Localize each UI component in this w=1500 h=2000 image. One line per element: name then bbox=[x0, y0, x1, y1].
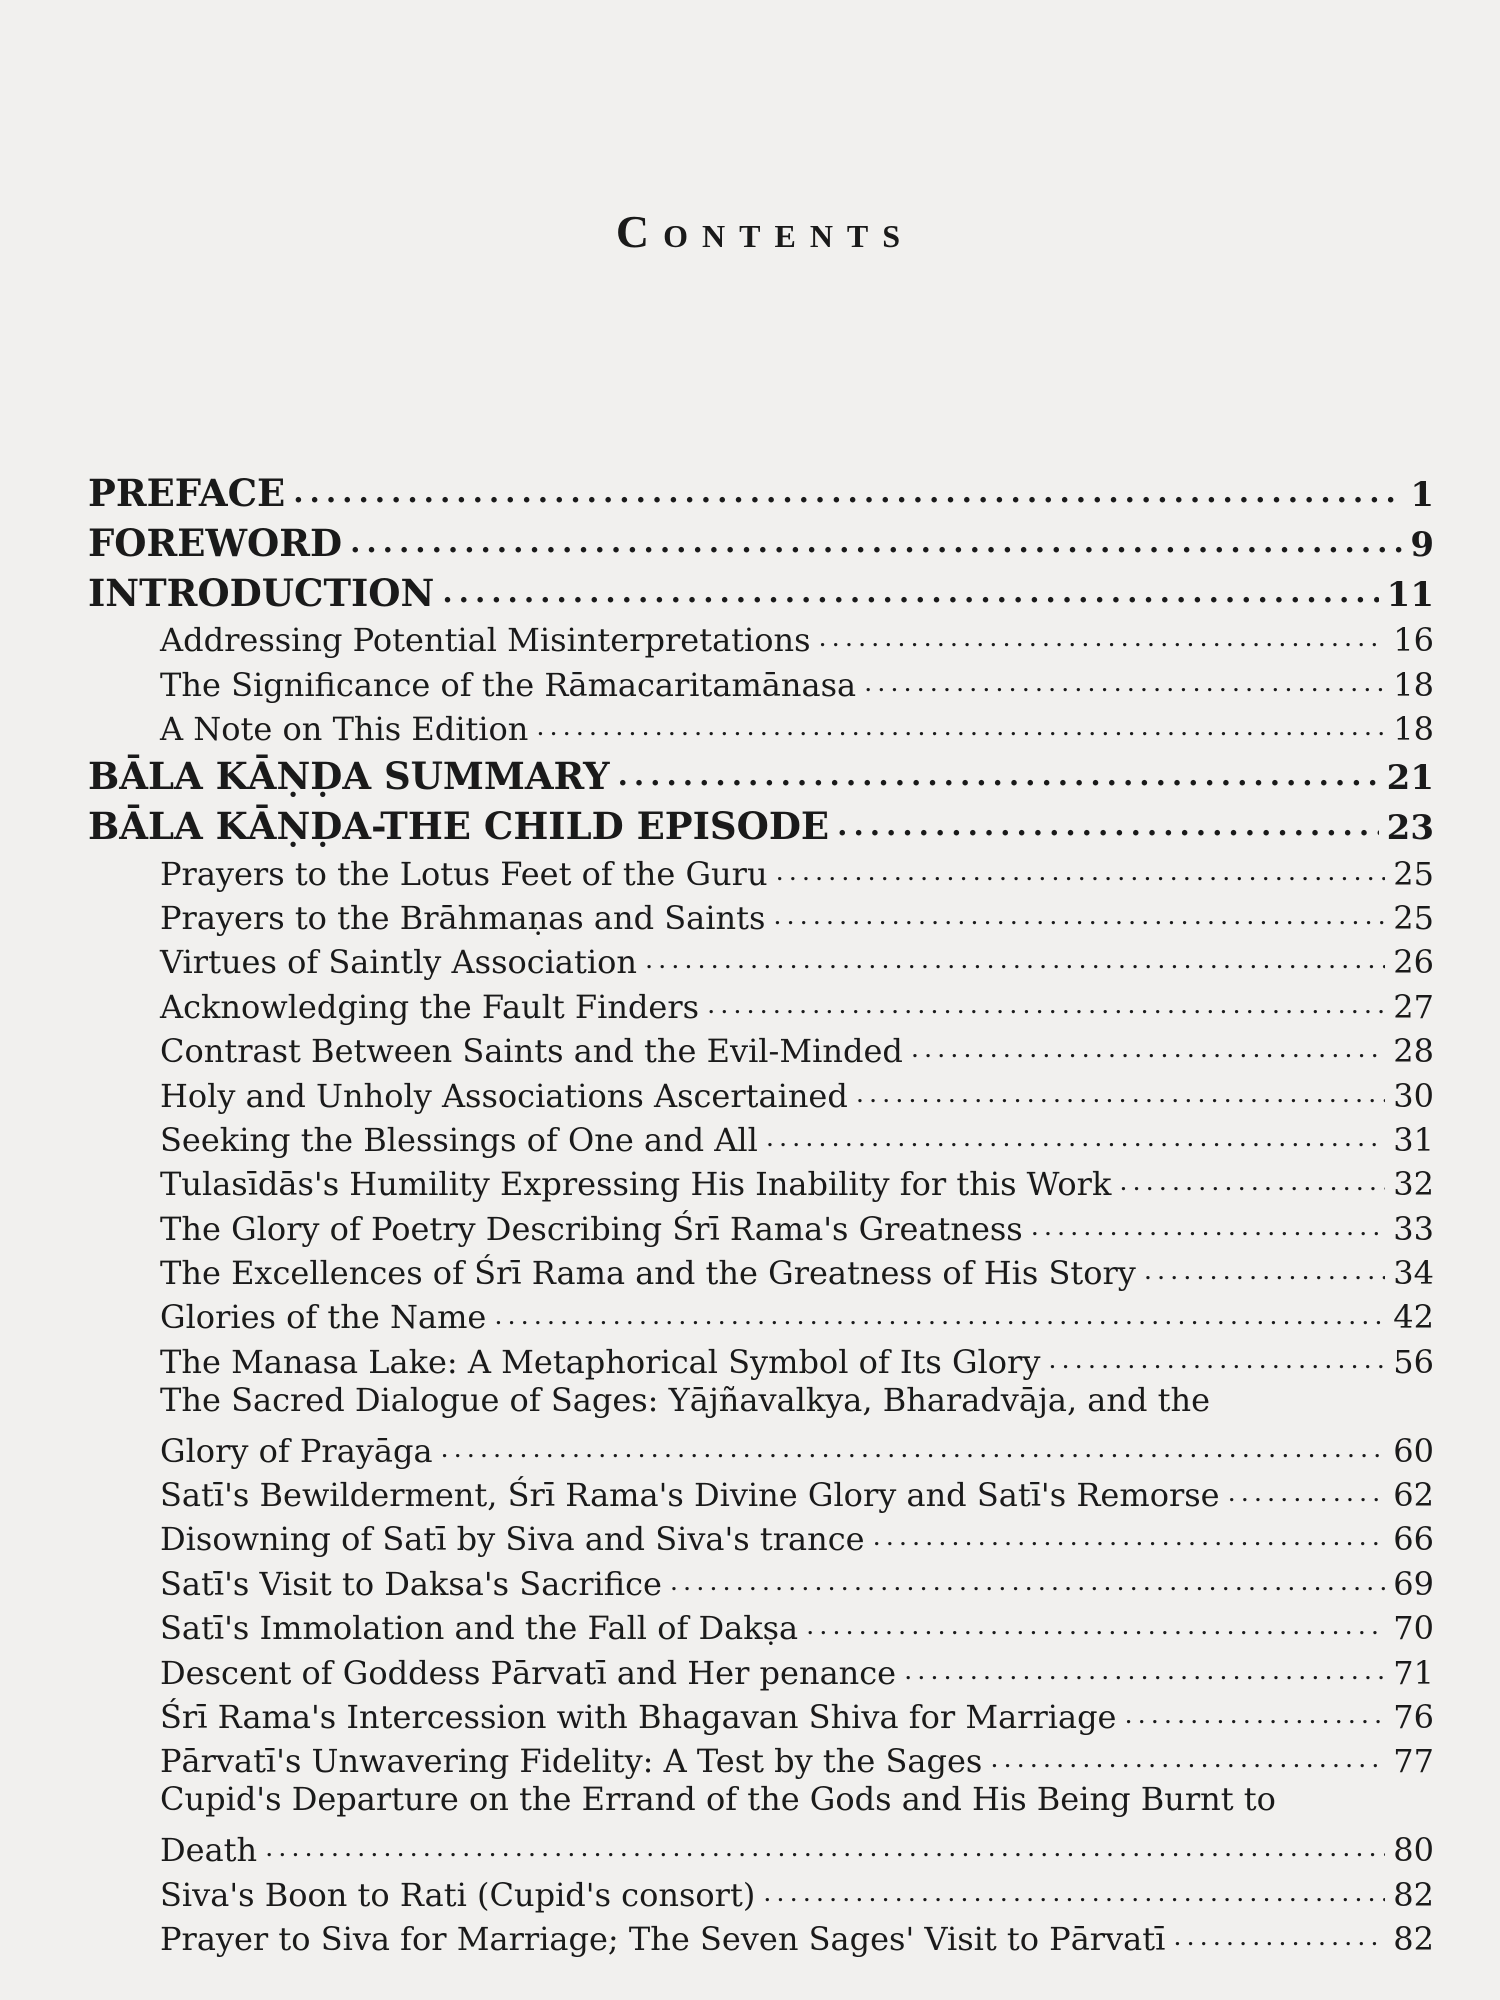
toc-entry-page: 25 bbox=[1393, 854, 1434, 893]
toc-entry-page: 21 bbox=[1386, 758, 1434, 799]
toc-entry-title: The Significance of the Rāmacaritamānasa bbox=[160, 665, 857, 704]
toc-entry[interactable] bbox=[88, 1470, 1434, 1514]
toc-entry-page: 25 bbox=[1393, 898, 1434, 937]
toc-entry[interactable] bbox=[88, 1692, 1434, 1736]
toc-entry-page: 28 bbox=[1393, 1032, 1434, 1071]
toc-entry[interactable] bbox=[88, 1026, 1434, 1070]
leader-dots bbox=[904, 1651, 1385, 1692]
toc-entry-title: Tulasīdās's Humility Expressing His Inability for this Work bbox=[160, 1165, 1112, 1204]
leader-dots bbox=[766, 1118, 1385, 1159]
toc-entry-page: 69 bbox=[1393, 1564, 1434, 1603]
leader-dots bbox=[536, 707, 1385, 748]
leader-dots bbox=[1031, 1207, 1386, 1248]
toc-entry[interactable] bbox=[88, 1825, 1434, 1869]
toc-entry-page: 34 bbox=[1393, 1254, 1434, 1293]
toc-entry-page: 9 bbox=[1410, 525, 1434, 565]
toc-entry-title: Holy and Unholy Associations Ascertained bbox=[160, 1076, 848, 1115]
toc-entry-title: Satī's Bewilderment, Śrī Rama's Divine Glory and Satī's Remorse bbox=[160, 1476, 1220, 1515]
toc-entry[interactable] bbox=[88, 1336, 1434, 1380]
toc-entry-page: 33 bbox=[1393, 1209, 1434, 1248]
leader-dots bbox=[442, 568, 1378, 615]
toc-entry-title: BĀLA KĀṆḌA SUMMARY bbox=[88, 754, 610, 799]
toc-entry[interactable] bbox=[88, 798, 1434, 848]
toc-entry-title: Contrast Between Saints and the Evil-Minded bbox=[160, 1032, 903, 1071]
toc-entry-title: Addressing Potential Misinterpretations bbox=[160, 621, 811, 660]
leader-dots bbox=[1119, 1162, 1385, 1203]
toc-entry-title: Siva's Boon to Rati (Cupid's consort) bbox=[160, 1875, 756, 1914]
toc-entry-page: 30 bbox=[1393, 1076, 1434, 1115]
toc-entry-page: 27 bbox=[1393, 987, 1434, 1026]
toc-entry-title: Pārvatī's Unwavering Fidelity: A Test by the Sages bbox=[160, 1742, 983, 1781]
leader-dots bbox=[837, 801, 1379, 848]
toc-entry-page: 76 bbox=[1393, 1697, 1434, 1736]
toc-entry-title: Prayer to Siva for Marriage; The Seven Sages' Visit to Pārvatī bbox=[160, 1919, 1166, 1958]
leader-dots bbox=[819, 618, 1386, 659]
toc-entry-page: 32 bbox=[1393, 1165, 1434, 1204]
toc-entry[interactable] bbox=[88, 704, 1434, 748]
toc-entry-page: 80 bbox=[1393, 1831, 1434, 1870]
leader-dots bbox=[707, 985, 1385, 1026]
toc-entry-title: Śrī Rama's Intercession with Bhagavan Shiva for Marriage bbox=[160, 1697, 1117, 1736]
toc-entry[interactable] bbox=[88, 565, 1434, 615]
toc-entry-title: Virtues of Saintly Association bbox=[160, 943, 637, 982]
leader-dots bbox=[1124, 1695, 1385, 1736]
toc-entry[interactable] bbox=[88, 1248, 1434, 1292]
leader-dots bbox=[494, 1296, 1385, 1337]
toc-entry[interactable] bbox=[88, 1603, 1434, 1647]
toc-entry-page: 77 bbox=[1393, 1742, 1434, 1781]
toc-entry[interactable] bbox=[88, 615, 1434, 659]
toc-entry-title: Seeking the Blessings of One and All bbox=[160, 1120, 758, 1159]
toc-entry[interactable] bbox=[88, 1869, 1434, 1913]
toc-entry-page: 60 bbox=[1393, 1431, 1434, 1470]
toc-entry-title: Satī's Visit to Daksa's Sacrifice bbox=[160, 1564, 662, 1603]
toc-entry[interactable] bbox=[88, 515, 1434, 565]
toc-entry-page: 1 bbox=[1410, 475, 1434, 515]
toc-entry[interactable] bbox=[88, 1159, 1434, 1203]
leader-dots bbox=[856, 1074, 1385, 1115]
toc-entry-page: 82 bbox=[1393, 1919, 1434, 1958]
leader-dots bbox=[773, 896, 1385, 937]
toc-entry-title: FOREWORD bbox=[88, 521, 343, 565]
toc-entry-title: Disowning of Satī by Siva and Siva's trance bbox=[160, 1520, 865, 1559]
leader-dots bbox=[670, 1562, 1385, 1603]
leader-dots bbox=[350, 518, 1402, 565]
toc-entry-title: Prayers to the Brāhmaṇas and Saints bbox=[160, 898, 766, 937]
toc-entry[interactable] bbox=[88, 937, 1434, 981]
toc-entry-title: Glory of Prayāga bbox=[160, 1431, 433, 1470]
leader-dots bbox=[763, 1873, 1385, 1914]
toc-entry-page: 70 bbox=[1393, 1609, 1434, 1648]
leader-dots bbox=[806, 1606, 1385, 1647]
toc-entry-page: 26 bbox=[1393, 943, 1434, 982]
leader-dots bbox=[1228, 1473, 1386, 1514]
leader-dots bbox=[776, 852, 1386, 893]
toc-entry[interactable] bbox=[88, 1115, 1434, 1159]
toc-entry-page: 18 bbox=[1393, 665, 1434, 704]
toc-entry[interactable] bbox=[88, 981, 1434, 1025]
toc-entry[interactable] bbox=[88, 1203, 1434, 1247]
toc-entry-title: Satī's Immolation and the Fall of Dakṣa bbox=[160, 1609, 799, 1648]
toc-entry[interactable] bbox=[88, 659, 1434, 703]
toc-entry-title: INTRODUCTION bbox=[88, 571, 435, 615]
toc-entry[interactable] bbox=[88, 1914, 1434, 1958]
leader-dots bbox=[1048, 1340, 1385, 1381]
leader-dots bbox=[618, 751, 1379, 798]
toc-entry-title: Glories of the Name bbox=[160, 1298, 487, 1337]
toc-entry[interactable] bbox=[88, 1558, 1434, 1602]
toc-entry-title: The Excellences of Śrī Rama and the Greatness of His Story bbox=[160, 1254, 1136, 1293]
toc-entry[interactable] bbox=[88, 748, 1434, 798]
toc-entry-title: PREFACE bbox=[88, 471, 286, 515]
leader-dots bbox=[873, 1517, 1386, 1558]
toc-entry[interactable] bbox=[88, 1647, 1434, 1691]
toc-entry[interactable] bbox=[88, 1514, 1434, 1558]
toc-entry-page: 11 bbox=[1386, 575, 1434, 615]
toc-entry-title: BĀLA KĀṆḌA-THE CHILD EPISODE bbox=[88, 804, 830, 849]
leader-dots bbox=[265, 1828, 1385, 1869]
toc-entry-page: 66 bbox=[1393, 1520, 1434, 1559]
toc-entry[interactable] bbox=[88, 1736, 1434, 1780]
toc-entry-page: 31 bbox=[1393, 1120, 1434, 1159]
toc-entry[interactable] bbox=[88, 893, 1434, 937]
page-title: Contents bbox=[615, 206, 915, 257]
toc-entry-page: 82 bbox=[1393, 1875, 1434, 1914]
toc-entry-page: 18 bbox=[1393, 710, 1434, 749]
toc-entry-title: Prayers to the Lotus Feet of the Guru bbox=[160, 854, 768, 893]
toc-entry-title: Descent of Goddess Pārvatī and Her penance bbox=[160, 1653, 897, 1692]
toc-entry-title-line1[interactable]: The Sacred Dialogue of Sages: Yājñavalkya, Bharadvāja, and the bbox=[160, 1380, 1211, 1419]
toc-entry-title: Death bbox=[160, 1831, 258, 1870]
toc-entry[interactable] bbox=[88, 1425, 1434, 1469]
toc-entry[interactable] bbox=[88, 1292, 1434, 1336]
toc-entry[interactable] bbox=[88, 1070, 1434, 1114]
toc-entry-title: The Glory of Poetry Describing Śrī Rama's Greatness bbox=[160, 1209, 1023, 1248]
leader-dots bbox=[1144, 1251, 1385, 1292]
leader-dots bbox=[645, 940, 1385, 981]
toc-entry-title-line1[interactable]: Cupid's Departure on the Errand of the Gods and His Being Burnt to bbox=[160, 1780, 1276, 1819]
toc-entry-page: 23 bbox=[1386, 808, 1434, 849]
toc-entry-page: 71 bbox=[1393, 1653, 1434, 1692]
toc-entry-page: 42 bbox=[1393, 1298, 1434, 1337]
leader-dots bbox=[441, 1429, 1386, 1470]
toc-entry-page: 56 bbox=[1393, 1342, 1434, 1381]
leader-dots bbox=[864, 663, 1385, 704]
table-of-contents bbox=[88, 465, 1434, 1958]
toc-entry-page: 62 bbox=[1393, 1476, 1434, 1515]
leader-dots bbox=[293, 468, 1402, 515]
toc-entry-title: Acknowledging the Fault Finders bbox=[160, 987, 700, 1026]
toc-entry-title: A Note on This Edition bbox=[160, 710, 529, 749]
toc-entry[interactable] bbox=[88, 848, 1434, 892]
toc-entry-page: 16 bbox=[1393, 621, 1434, 660]
leader-dots bbox=[911, 1029, 1385, 1070]
toc-entry-title: The Manasa Lake: A Metaphorical Symbol of Its Glory bbox=[160, 1342, 1041, 1381]
leader-dots bbox=[1173, 1917, 1385, 1958]
toc-entry[interactable] bbox=[88, 465, 1434, 515]
leader-dots bbox=[990, 1739, 1385, 1780]
